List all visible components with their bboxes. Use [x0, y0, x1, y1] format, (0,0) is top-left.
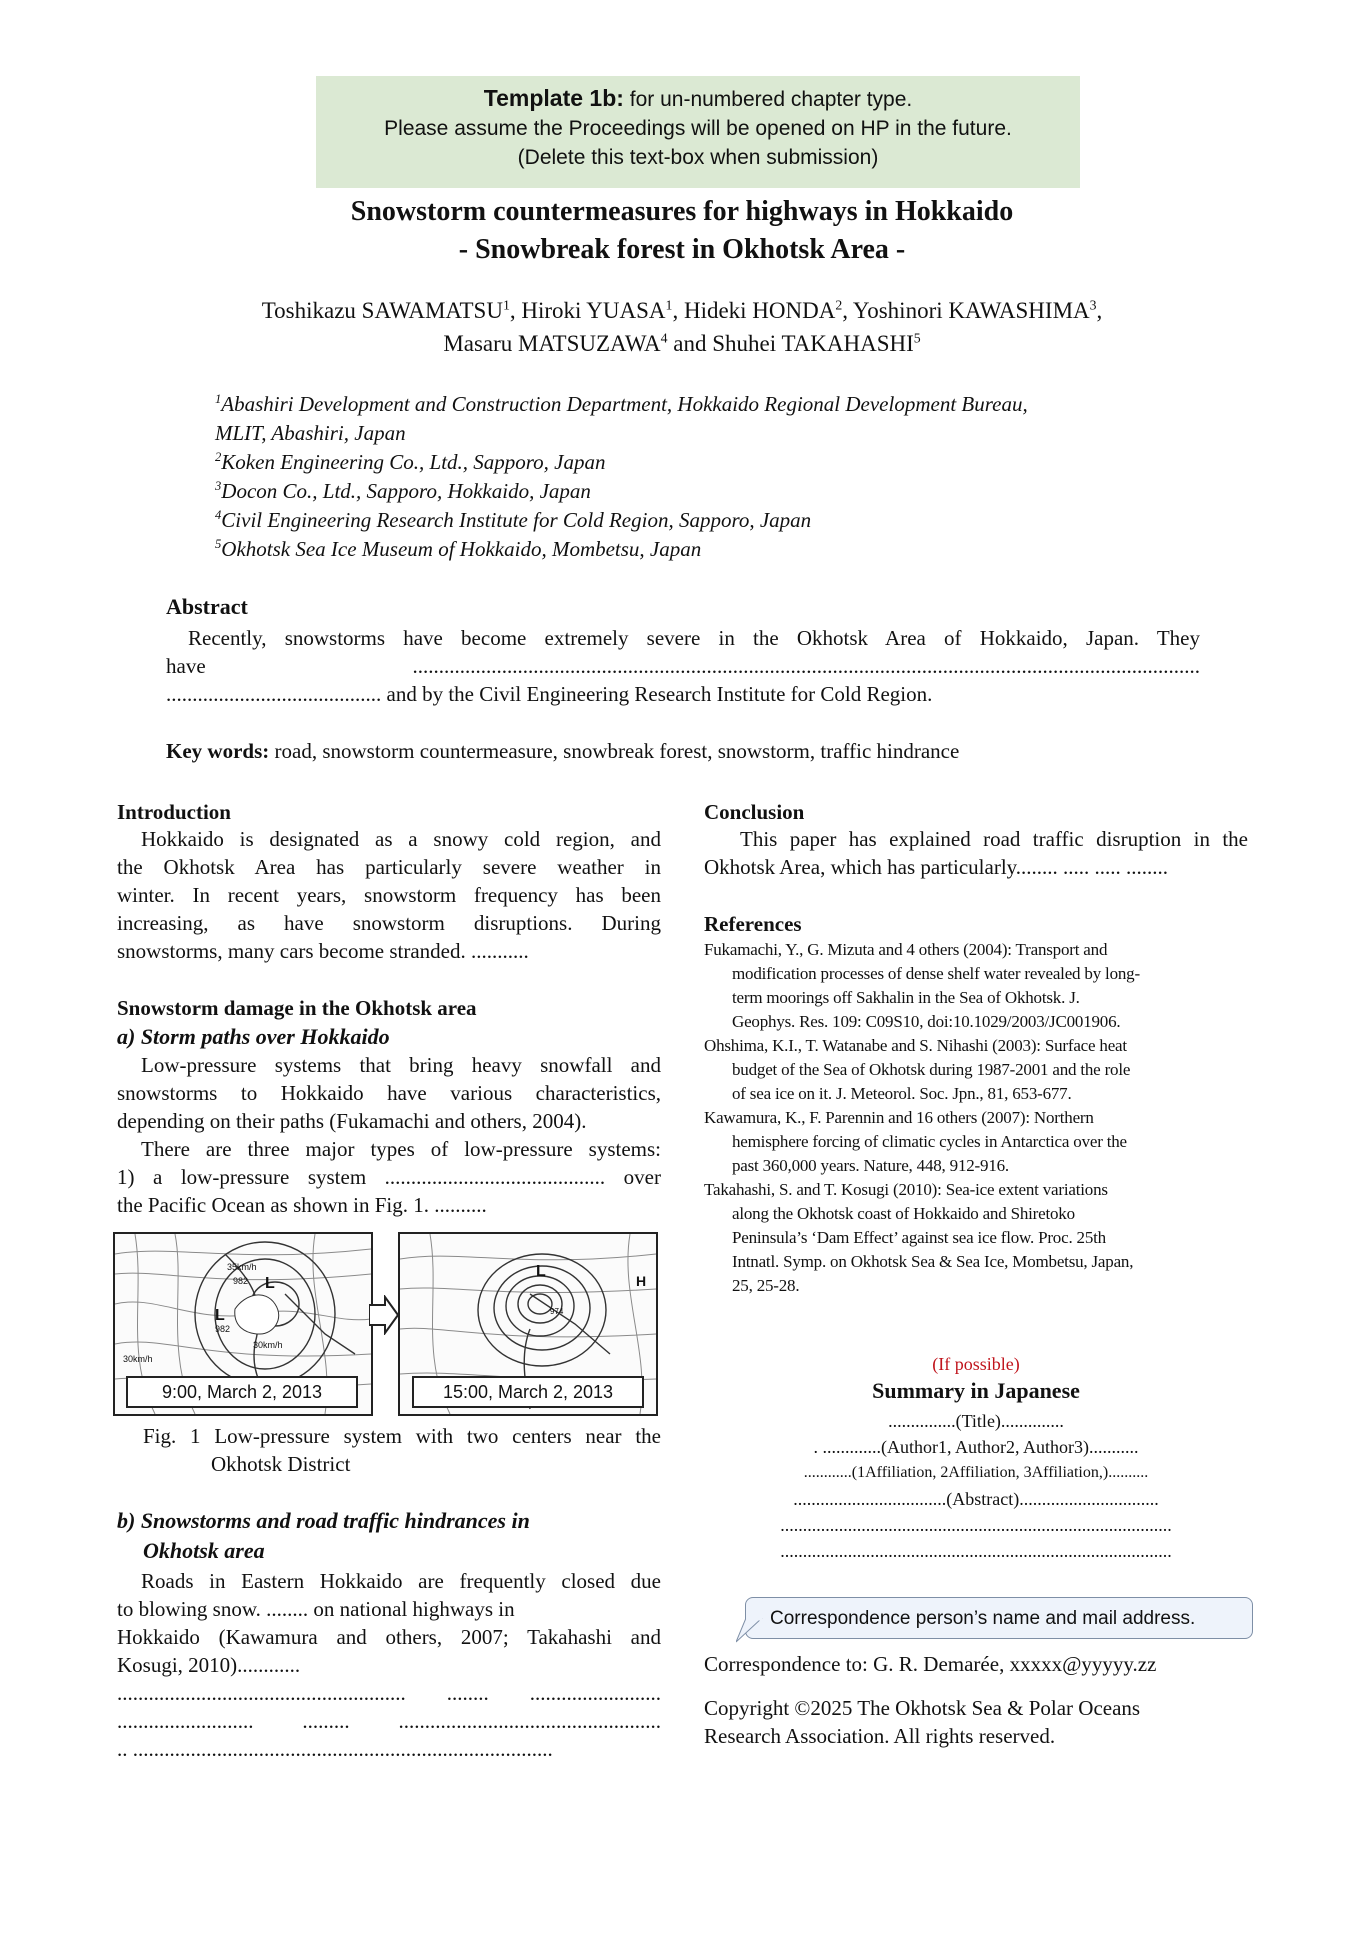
section2-body	[117, 1051, 661, 1219]
introduction-body	[117, 825, 661, 965]
map-speed-label: 35km/h	[227, 1262, 257, 1272]
summary-line: ............(1Affiliation, 2Affiliation, 3Affiliation,)..........	[803, 1464, 1149, 1481]
caption-line: Fig. 1 Low-pressure system with two centers near the	[143, 1424, 661, 1448]
text-line: Hokkaido is designated as a snowy cold region, and	[141, 827, 661, 851]
subsection-b-heading-line2: Okhotsk area	[143, 1538, 265, 1563]
conclusion-heading: Conclusion	[704, 800, 805, 824]
paper-title-line2: - Snowbreak forest in Okhotsk Area -	[458, 234, 906, 265]
text-line: There are three major types of low-pressure systems:	[141, 1137, 661, 1161]
section2b-body	[117, 1567, 661, 1763]
affiliation-1: $^1$Abashiri Development and Construction Department, Hokkaido Regional Development Bureau,	[215, 392, 1028, 416]
map-low-marker: L	[215, 1307, 225, 1324]
abstract-line: have ......................................................................................................................................................	[166, 654, 1200, 678]
subsection-b-heading-line1: b) Snowstorms and road traffic hindrances in	[117, 1508, 530, 1533]
text-line: .......................... ......... ..................................................	[117, 1709, 661, 1733]
text-line: increasing, as have snowstorm disruptions. During	[117, 911, 661, 935]
text-line: .. ................................................................................	[117, 1737, 553, 1761]
reference-item: Ohshima, K.I., T. Watanabe and S. Nihashi (2003): Surface heat budget of the Sea of Okhotsk during 1987-2001 and the role of sea ice on it. J. Meteorol. Soc. Jpn., 81, 653-677.	[704, 1036, 1131, 1103]
summary-line: .......................................................................................	[780, 1541, 1172, 1561]
map-speed-label: 30km/h	[123, 1354, 153, 1364]
text-line: Kosugi, 2010)............	[117, 1653, 301, 1677]
author-affil-mark: 1	[665, 297, 673, 313]
text-line: Roads in Eastern Hokkaido are frequently closed due	[141, 1569, 661, 1593]
correspondence-line: Correspondence to: G. R. Demarée, xxxxx@yyyyy.zz	[704, 1652, 1157, 1676]
caption-line: Okhotsk District	[211, 1452, 351, 1476]
figure-label-right: 15:00, March 2, 2013	[412, 1376, 644, 1408]
map-pressure-label: 974	[550, 1307, 564, 1316]
template-note-line2: Please assume the Proceedings will be opened on HP in the future.	[384, 117, 1012, 140]
abstract-line: Recently, snowstorms have become extremely severe in the Okhotsk Area of Hokkaido, Japan. They	[188, 626, 1200, 650]
author-affil-mark: 2	[835, 297, 843, 313]
text-line: ....................................................... ........ .........................	[117, 1681, 661, 1705]
affiliation-2: $^2$Koken Engineering Co., Ltd., Sapporo, Japan	[215, 450, 606, 474]
affiliation-4: $^4$Civil Engineering Research Institute for Cold Region, Sapporo, Japan	[215, 508, 812, 532]
author-affil-mark: 4	[660, 330, 668, 346]
template-instruction-box	[316, 76, 1080, 188]
correspondence-callout: Correspondence person’s name and mail address.	[745, 1597, 1253, 1639]
text-line: Okhotsk Area, which has particularly........ ..... ..... ........	[704, 855, 1169, 879]
abstract-line: ......................................... and by the Civil Engineering Research Institute for Cold Region.	[166, 682, 933, 706]
summary-line: ...............(Title)..............	[888, 1411, 1064, 1431]
introduction-heading: Introduction	[117, 800, 231, 824]
summary-japanese-placeholders	[704, 1408, 1248, 1564]
arrow-right-icon	[369, 1295, 399, 1335]
text-line: depending on their paths (Fukamachi and others, 2004).	[117, 1109, 587, 1133]
text-line: winter. In recent years, snowstorm frequency has been	[117, 883, 661, 907]
map-low-marker: L	[536, 1263, 546, 1280]
summary-line: . .............(Author1, Author2, Author3)...........	[813, 1437, 1139, 1457]
section-storm-damage-heading: Snowstorm damage in the Okhotsk area	[117, 996, 477, 1020]
author-name: Shuhei TAKAHASHI	[712, 331, 914, 356]
author-affil-mark: 5	[913, 330, 921, 346]
reference-item: Kawamura, K., F. Parennin and 16 others (2007): Northern hemisphere forcing of climatic cycles in Antarctica over the past 360,000 years. Nature, 448, 912-916.	[704, 1108, 1127, 1175]
reference-item: Takahashi, S. and T. Kosugi (2010): Sea-ice extent variations along the Okhotsk coast of Hokkaido and Shiretoko Peninsula’s ‘Dam Effect’ against sea ice flow. Proc. 25th Intnatl. Symp. on Okhotsk Sea & Sea Ice, Mombetsu, Japan, 25, 25-28.	[704, 1180, 1134, 1295]
affiliation-3: $^3$Docon Co., Ltd., Sapporo, Hokkaido, Japan	[215, 479, 591, 503]
author-name: Masaru MATSUZAWA	[443, 331, 661, 356]
map-pressure-label: 982	[215, 1324, 231, 1334]
map-high-marker: H	[636, 1273, 647, 1289]
conclusion-body	[704, 825, 1248, 881]
affiliation-1-cont: MLIT, Abashiri, Japan	[215, 421, 406, 445]
text-line: the Pacific Ocean as shown in Fig. 1. ..........	[117, 1193, 487, 1217]
text-line: snowstorms to Hokkaido have various characteristics,	[117, 1081, 661, 1105]
map-low-marker: L	[265, 1275, 275, 1292]
copyright-line: Research Association. All rights reserved.	[704, 1724, 1056, 1748]
callout-pointer	[736, 1618, 766, 1648]
keywords	[166, 737, 959, 765]
reference-item: Fukamachi, Y., G. Mizuta and 4 others (2004): Transport and modification processes of dense shelf water revealed by long- term moorings off Sakhalin in the Sea of Okhotsk. J. Geophys. Res. 109: C09S10, doi:10.1029/2003/JC001906.	[704, 940, 1140, 1031]
author-name: Toshikazu SAWAMATSU	[261, 298, 503, 323]
author-name: Hiroki YUASA	[521, 298, 666, 323]
author-affil-mark: 3	[1089, 297, 1097, 313]
text-line: the Okhotsk Area has particularly severe weather in	[117, 855, 661, 879]
references-heading: References	[704, 912, 802, 936]
author-name: Hideki HONDA	[683, 298, 836, 323]
subsection-a-heading: a) Storm paths over Hokkaido	[117, 1024, 390, 1049]
author-conjunction: and	[673, 331, 707, 356]
summary-line: ..................................(Abstract)...............................	[793, 1489, 1159, 1509]
copyright	[704, 1694, 1140, 1750]
map-pressure-label: 982	[233, 1276, 249, 1286]
author-affil-mark: 1	[502, 297, 510, 313]
affiliation-5: $^5$Okhotsk Sea Ice Museum of Hokkaido, Mombetsu, Japan	[215, 537, 702, 561]
text-line: Hokkaido (Kawamura and others, 2007; Takahashi and	[117, 1625, 661, 1649]
text-line: snowstorms, many cars become stranded. ...........	[117, 939, 529, 963]
text-line: to blowing snow. ........ on national highways in	[117, 1597, 515, 1621]
paper-title-line1: Snowstorm countermeasures for highways in Hokkaido	[350, 196, 1014, 227]
copyright-line: Copyright ©2025 The Okhotsk Sea & Polar Oceans	[704, 1696, 1141, 1720]
text-line: This paper has explained road traffic disruption in the	[740, 827, 1248, 851]
abstract-body	[166, 624, 1200, 708]
template-heading-note: for un-numbered chapter type.	[629, 88, 913, 111]
text-line: Low-pressure systems that bring heavy snowfall and	[141, 1053, 661, 1077]
author-list-line2	[0, 331, 1364, 357]
summary-line: .......................................................................................	[780, 1515, 1172, 1535]
template-heading: Template 1b:	[483, 85, 624, 111]
map-speed-label: 30km/h	[253, 1340, 283, 1350]
author-list-line1: Toshikazu SAWAMATSU$^1$, Hiroki YUASA$^1$, Hideki HONDA$^2$, Yoshinori KAWASHIMA$^3$,	[261, 297, 1103, 323]
figure-caption	[143, 1422, 661, 1478]
template-note-line3: (Delete this text-box when submission)	[517, 146, 879, 169]
text-line: 1) a low-pressure system .......................................... over	[117, 1165, 661, 1189]
author-name: Yoshinori KAWASHIMA	[852, 298, 1090, 323]
if-possible-note: (If possible)	[932, 1354, 1020, 1374]
figure-label-left: 9:00, March 2, 2013	[126, 1376, 358, 1408]
references-list	[704, 938, 1248, 1298]
keywords-label: Key words:	[166, 739, 270, 763]
keywords-text: road, snowstorm countermeasure, snowbreak forest, snowstorm, traffic hindrance	[274, 739, 960, 763]
abstract-heading: Abstract	[166, 594, 248, 619]
summary-japanese-heading: Summary in Japanese	[872, 1378, 1080, 1403]
